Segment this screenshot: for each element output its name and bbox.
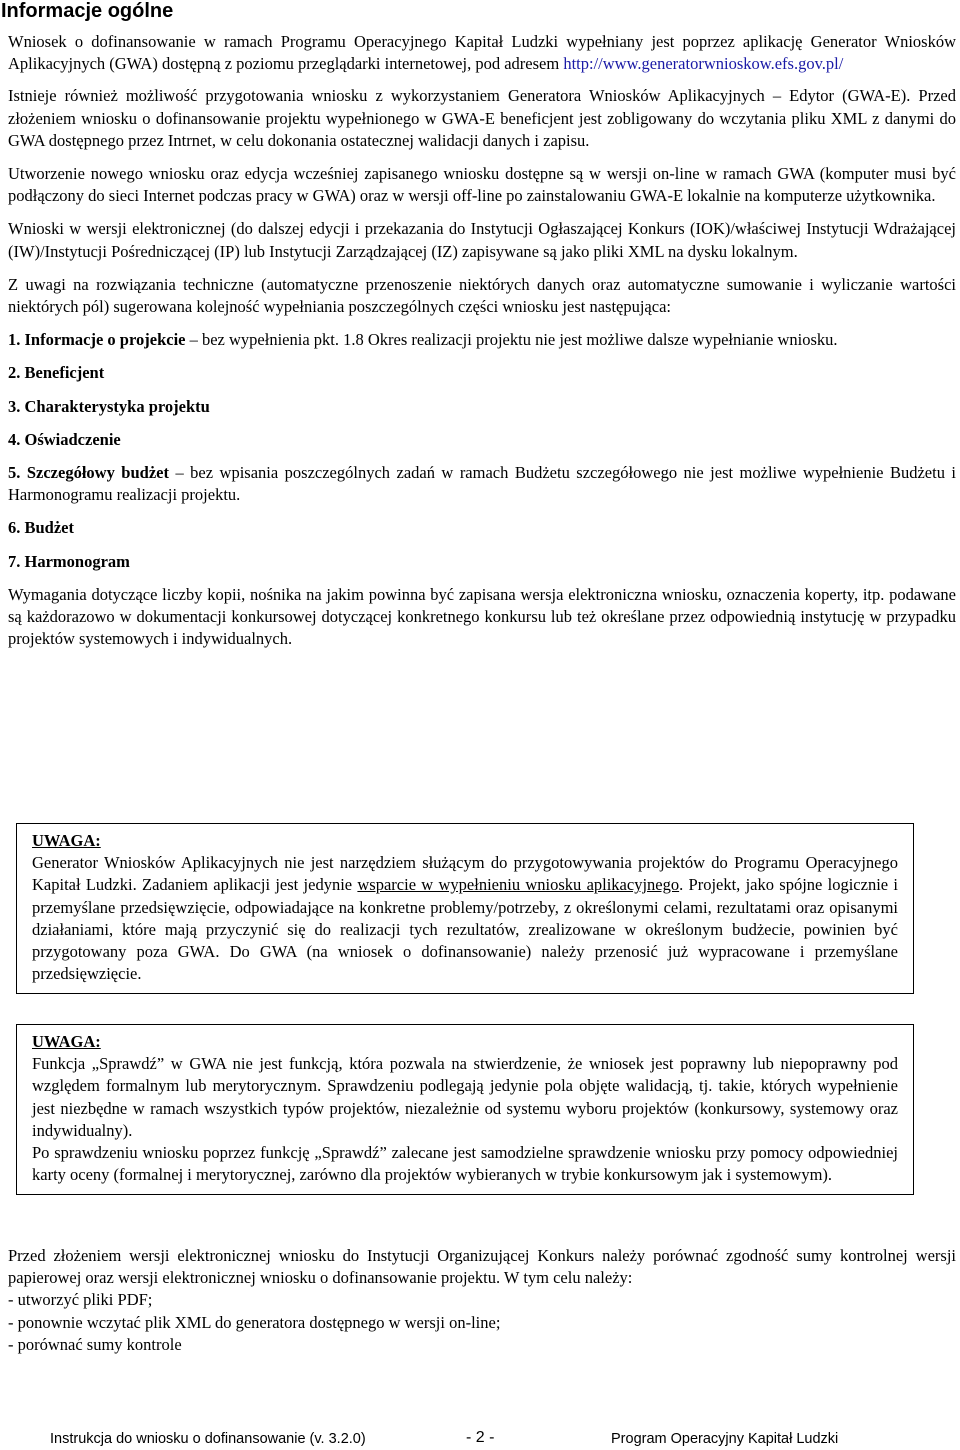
list-item-7: 7. Harmonogram xyxy=(8,551,130,571)
warning-box-check xyxy=(16,1024,914,1195)
list-item-1 xyxy=(8,329,956,351)
warning-box-generator-title: UWAGA: xyxy=(32,831,101,850)
warning-box-check-para2: Po sprawdzeniu wniosku poprzez funkcję „Sprawdź” zalecane jest samodzielne sprawdzenie wniosku przy pomocy odpowiedniej karty oceny (formalnej i merytorycznej, zarówno dla projektów wybieranych w trybie konkursowym jak i systemowym). xyxy=(32,1143,898,1185)
list-item-1-title: 1. Informacje o projekcie xyxy=(8,330,186,350)
page-number: - 2 - xyxy=(466,1429,495,1446)
warning-text-b: . Projekt, jako spójne logicznie i przemyślane przedsięwzięcie, odpowiadające na konkretne problemy/potrzeby, z określonymi celami, rezultatami oraz opisanymi działaniami, które mają przyczynić się do realizacji tych rezultatów, zrealizowane w określonym budżecie, powinien być przygotowany poza GWA. Do GWA (na wniosek o dofinansowanie) należy przenosić już wypracowane i przemyślane przedsięwzięcie. xyxy=(32,875,898,984)
paragraph-intro-text: Wniosek o dofinansowanie w ramach Programu Operacyjnego Kapitał Ludzki wypełniany jest poprzez aplikację Generator Wniosków Aplikacyjnych (GWA) dostępną z poziomu przeglądarki internetowej, pod adresem xyxy=(8,32,956,74)
footer-document-title: Instrukcja do wniosku o dofinansowanie (v. 3.2.0) xyxy=(50,1431,366,1447)
paragraph-order: Z uwagi na rozwiązania techniczne (automatyczne przenoszenie niektórych danych oraz automatyczne sumowanie i wyliczanie wartości niektórych pól) sugerowana kolejność wypełniania poszczególnych części wniosku jest następująca: xyxy=(8,274,956,317)
warning-underlined-text: wsparcie w wypełnieniu wniosku aplikacyjnego xyxy=(357,875,680,895)
step-item: - utworzyć pliki PDF; xyxy=(8,1290,153,1310)
paragraph-intro xyxy=(8,31,956,75)
list-item-2: 2. Beneficjent xyxy=(8,363,105,383)
step-item: - porównać sumy kontrole xyxy=(8,1334,182,1354)
warning-box-generator-text xyxy=(32,852,898,985)
list-item-5-title: 5. Szczegółowy budżet xyxy=(8,463,169,483)
list-item-5 xyxy=(8,462,956,506)
page-title: Informacje ogólne xyxy=(1,0,174,22)
warning-box-check-title: UWAGA: xyxy=(32,1032,101,1051)
paragraph-gwa-e: Istnieje również możliwość przygotowania wniosku z wykorzystaniem Generatora Wniosków Aplikacyjnych – Edytor (GWA-E). Przed złożeniem wniosku o dofinansowanie projektu wypełnionego w GWA-E beneficjent jest zobligowany do wczytania pliku XML z danymi do GWA dostępnego przez Intrnet, w celu dokonania ostatecznej walidacji danych i zapisu. xyxy=(8,86,956,150)
list-item-6: 6. Budżet xyxy=(8,518,74,538)
list-item-3: 3. Charakterystyka projektu xyxy=(8,396,210,416)
document-body xyxy=(1,0,956,661)
list-item-4: 4. Oświadczenie xyxy=(8,429,121,449)
footer-program-name: Program Operacyjny Kapitał Ludzki xyxy=(611,1431,839,1447)
list-item-5-text: – bez wpisania poszczególnych zadań w ramach Budżetu szczegółowego nie jest możliwe wypełnienie Budżetu i Harmonogramu realizacji projektu. xyxy=(8,463,956,505)
paragraph-checksum: Przed złożeniem wersji elektronicznej wniosku do Instytucji Organizującej Konkurs należy porównać zgodność sumy kontrolnej wersji papierowej oraz wersji elektronicznej wniosku o dofinansowanie projektu. W tym celu należy: xyxy=(8,1246,956,1288)
warning-text-a: Generator Wniosków Aplikacyjnych nie jest narzędziem służącym do przygotowywania projektów do Programu Operacyjnego Kapitał Ludzki. Zadaniem aplikacji jest jedynie xyxy=(32,853,898,895)
paragraph-online-offline: Utworzenie nowego wniosku oraz edycja wcześniej zapisanego wniosku dostępne są w wersji on-line w ramach GWA (komputer musi być podłączony do sieci Internet podczas pracy w GWA) oraz w wersji off-line po zainstalowaniu GWA-E lokalnie na komputerze użytkownika. xyxy=(8,164,956,206)
page-footer xyxy=(0,1425,960,1447)
warning-box-generator xyxy=(16,823,914,994)
paragraph-requirements: Wymagania dotyczące liczby kopii, nośnika na jakim powinna być zapisana wersja elektroniczna wniosku, oznaczenia koperty, itp. podawane są każdorazowo w dokumentacji konkursowej dotyczącej konkretnego konkursu lub też określane przez odpowiednią instytucję w przypadku projektów systemowych i indywidualnych. xyxy=(8,584,956,649)
paragraph-xml-files: Wnioski w wersji elektronicznej (do dalszej edycji i przekazania do Instytucji Ogłaszającej Konkurs (IOK)/właściwej Instytucji Wdrażającej (IW)/Instytucji Pośredniczącej (IP) lub Instytucji Zarządzającej (IZ) zapisywane są jako pliki XML na dysku lokalnym. xyxy=(8,219,956,261)
step-item: - ponownie wczytać plik XML do generatora dostępnego w wersji on-line; xyxy=(8,1312,501,1332)
list-item-1-text: – bez wypełnienia pkt. 1.8 Okres realizacji projektu nie jest możliwe dalsze wypełnianie wniosku. xyxy=(185,330,838,350)
warning-box-check-para1: Funkcja „Sprawdź” w GWA nie jest funkcją, która pozwala na stwierdzenie, że wniosek jest poprawny lub niepoprawny pod względem formalnym lub merytorycznym. Sprawdzeniu podlegają jedynie pola objęte walidacją, tj. takie, których wypełnienie jest niezbędne w ramach wszystkich typów projektów, niezależnie od systemu wyboru projektów (konkursowy, systemowy oraz indywidualny). xyxy=(32,1054,898,1140)
generator-link[interactable]: http://www.generatorwnioskow.efs.gov.pl/ xyxy=(563,54,844,74)
checksum-section xyxy=(8,1245,956,1356)
